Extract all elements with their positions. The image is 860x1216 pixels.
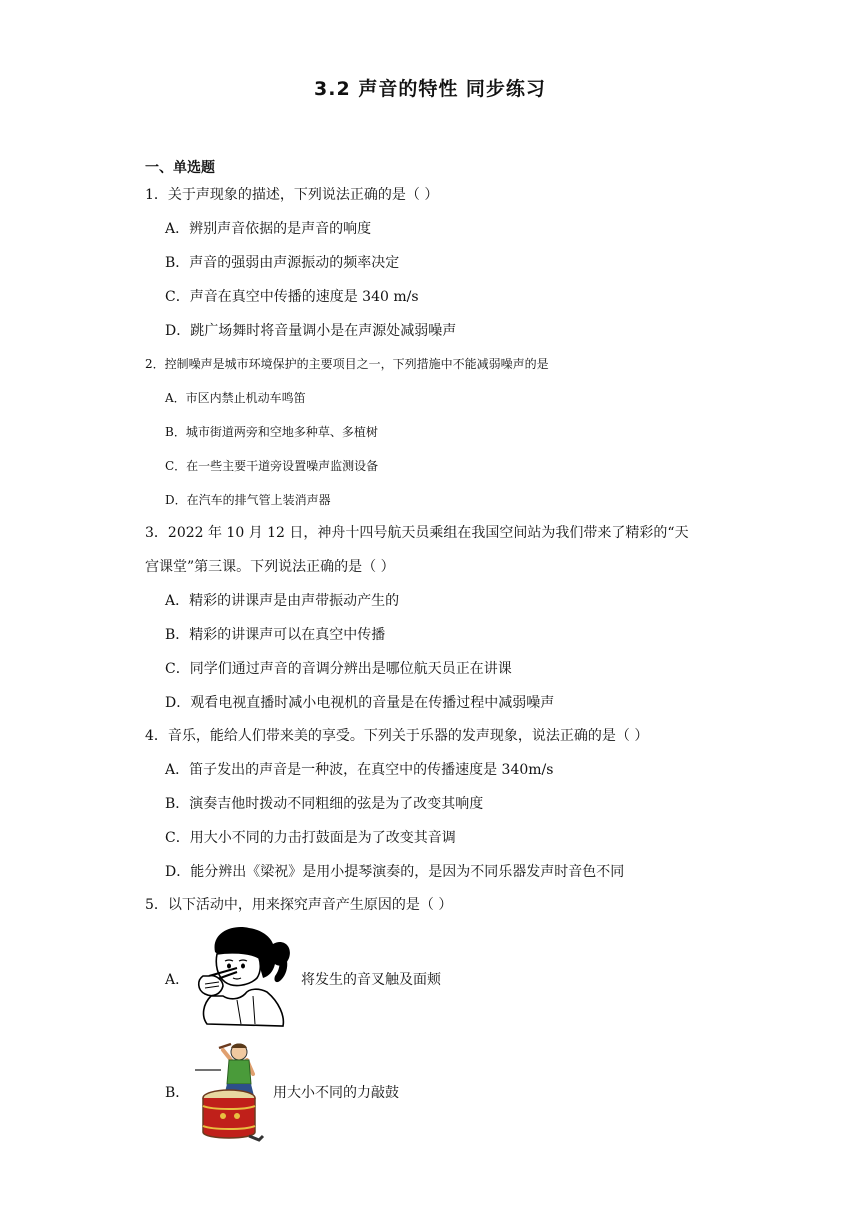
question-3-stem-line2: 宫课堂”第三课。下列说法正确的是（ ） [145,559,395,575]
question-4-option-b: B．演奏吉他时拨动不同粗细的弦是为了改变其响度 [165,796,484,812]
question-5-option-b-label: B． [165,1085,190,1101]
question-2-option-a: A．市区内禁止机动车鸣笛 [165,391,306,405]
question-5-stem: 5．以下活动中，用来探究声音产生原因的是（ ） [145,897,453,913]
question-1-option-c: C．声音在真空中传播的速度是 340 m/s [165,289,419,305]
question-1-stem: 1．关于声现象的描述，下列说法正确的是（ ） [145,187,439,203]
question-1-option-d: D．跳广场舞时将音量调小是在声源处减弱噪声 [165,323,457,339]
question-2-option-d: D．在汽车的排气管上装消声器 [165,493,331,507]
question-3-option-b: B．精彩的讲课声可以在真空中传播 [165,627,386,643]
question-4-stem: 4．音乐，能给人们带来美的享受。下列关于乐器的发声现象，说法正确的是（ ） [145,728,649,744]
question-3-option-c: C．同学们通过声音的音调分辨出是哪位航天员正在讲课 [165,661,512,677]
page-title: 3.2 声音的特性 同步练习 [314,78,546,100]
question-2-option-b: B．城市街道两旁和空地多种草、多植树 [165,425,378,439]
question-1-option-a: A．辨别声音依据的是声音的响度 [165,221,372,237]
question-1-option-b: B．声音的强弱由声源振动的频率决定 [165,255,400,271]
question-5-option-a-caption: 将发生的音叉触及面颊 [301,972,441,988]
question-3-option-d: D．观看电视直播时减小电视机的音量是在传播过程中减弱噪声 [165,695,555,711]
question-4-option-a: A．笛子发出的声音是一种波，在真空中的传播速度是 340m/s [165,762,554,778]
section-heading: 一、单选题 [145,160,215,176]
question-5-option-b-caption: 用大小不同的力敲鼓 [273,1085,399,1101]
question-2-stem: 2．控制噪声是城市环境保护的主要项目之一，下列措施中不能减弱噪声的是 [145,357,549,371]
girl-tuning-fork-illustration [193,924,293,1030]
question-5-option-a-label: A． [165,972,190,988]
question-3-stem-line1: 3．2022 年 10 月 12 日，神舟十四号航天员乘组在我国空间站为我们带来了精彩的“天 [145,525,689,541]
boy-drum-illustration [193,1040,265,1144]
question-3-option-a: A．精彩的讲课声是由声带振动产生的 [165,593,400,609]
question-4-option-d: D．能分辨出《梁祝》是用小提琴演奏的，是因为不同乐器发声时音色不同 [165,864,625,880]
question-4-option-c: C．用大小不同的力击打鼓面是为了改变其音调 [165,830,456,846]
question-2-option-c: C．在一些主要干道旁设置噪声监测设备 [165,459,379,473]
